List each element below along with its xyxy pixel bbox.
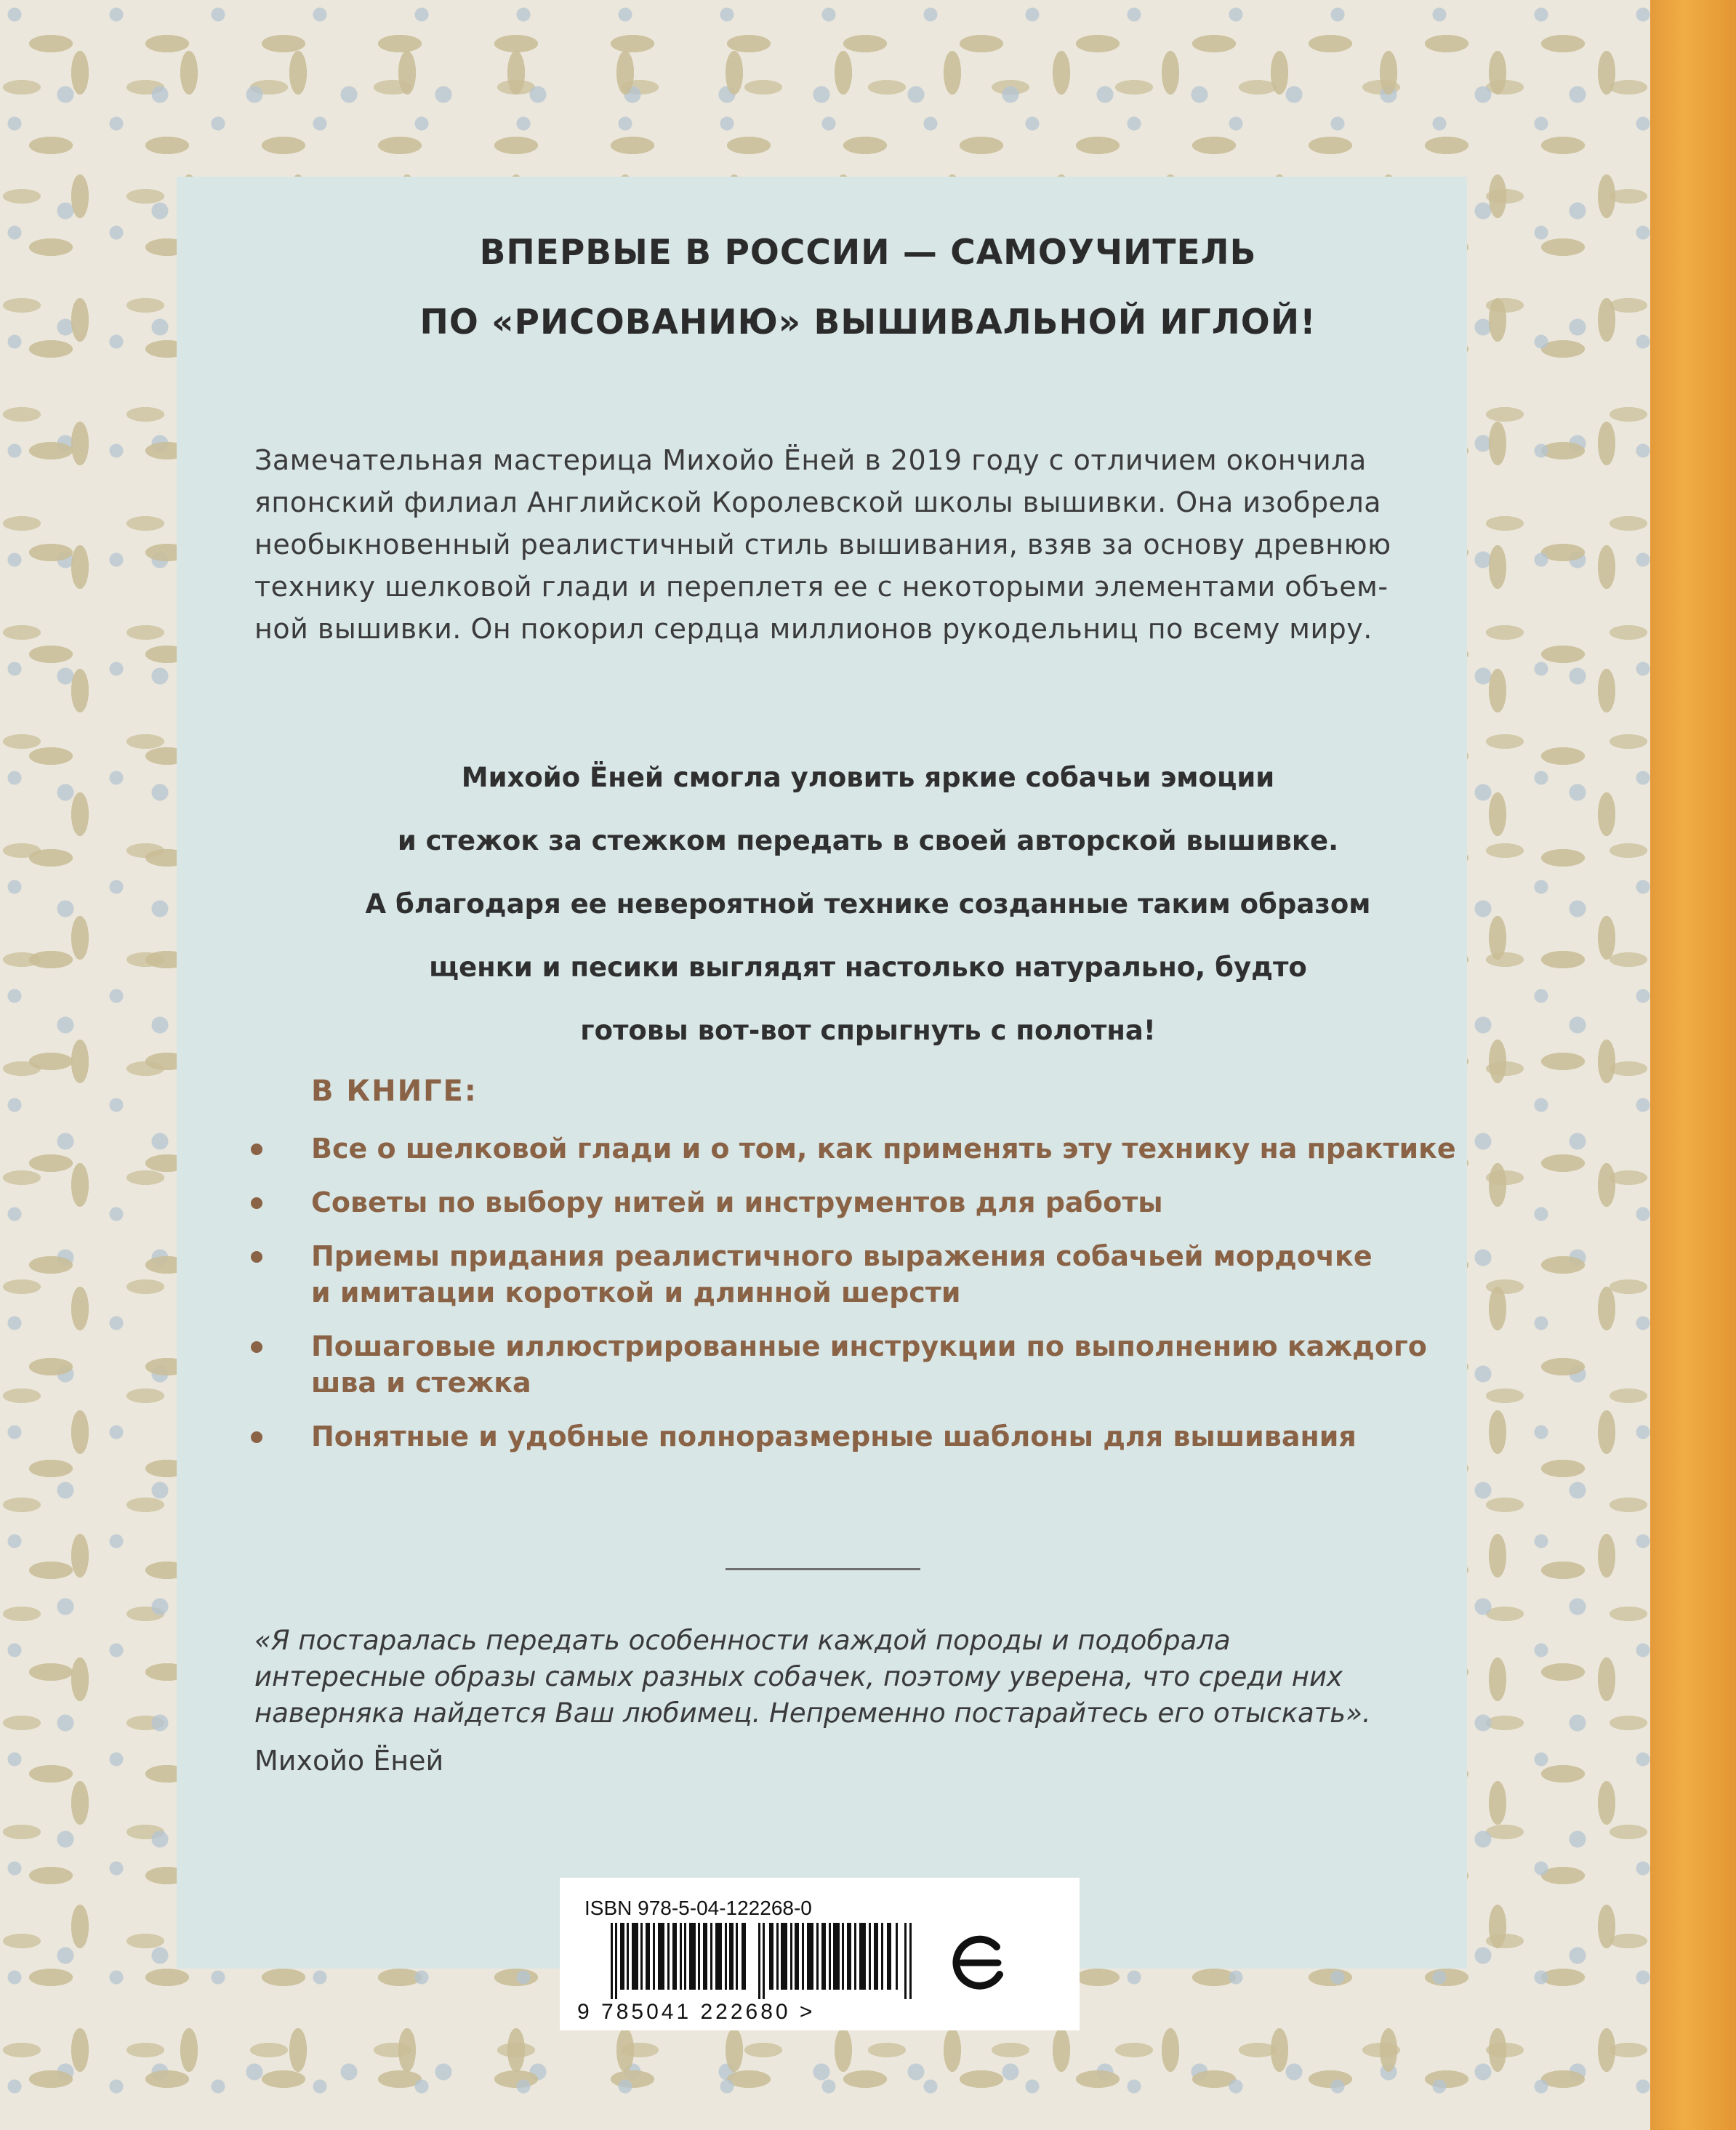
barcode-icon	[611, 1923, 916, 1999]
publisher-logo-icon	[934, 1918, 1021, 2005]
headline-line-1: ВПЕРВЫЕ В РОССИИ — САМОУЧИТЕЛЬ	[479, 233, 1257, 273]
quote-author: Михойо Ёней	[254, 1745, 444, 1777]
feature-text: Понятные и удобные полноразмерные шаблоны для вышивания	[311, 1420, 1357, 1452]
feature-item	[251, 1418, 1472, 1455]
highlight-line: Михойо Ёней смогла уловить яркие собачьи эмоции	[461, 762, 1275, 793]
bullet-dot-icon	[251, 1431, 262, 1443]
intro-line: японский филиал Английской Королевской школы вышивки. Она изобрела	[254, 486, 1382, 518]
bullet-dot-icon	[251, 1197, 262, 1209]
quote-line: наверняка найдется Ваш любимец. Непременно постарайтесь его отыскать».	[254, 1697, 1371, 1729]
feature-item	[251, 1328, 1472, 1401]
author-quote	[254, 1623, 1371, 1732]
intro-line: Замечательная мастерица Михойо Ёней в 2019 году с отличием окончила	[254, 444, 1367, 476]
feature-text: Приемы придания реалистичного выражения собачьей мордочке	[311, 1240, 1373, 1272]
highlight-paragraph	[0, 746, 1736, 1062]
feature-item	[251, 1238, 1472, 1311]
feature-text: Советы по выбору нитей и инструментов для работы	[311, 1186, 1163, 1218]
intro-paragraph	[254, 439, 1391, 650]
feature-text: Все о шелковой глади и о том, как применять эту технику на практике	[311, 1133, 1456, 1165]
quote-line: интересные образы самых разных собачек, поэтому уверена, что среди них	[254, 1661, 1343, 1692]
intro-line: технику шелковой глади и переплетя ее с некоторыми элементами объем-	[254, 571, 1389, 603]
isbn-text: ISBN 978-5-04-122268-0	[584, 1897, 812, 1919]
highlight-line: А благодаря ее невероятной технике созданные таким образом	[365, 888, 1371, 920]
divider	[726, 1568, 920, 1570]
feature-text: Пошаговые иллюстрированные инструкции по выполнению каждого	[311, 1330, 1427, 1362]
barcode-number: 9 785041 222680 >	[577, 2000, 816, 2024]
feature-item	[251, 1184, 1472, 1221]
intro-line: необыкновенный реалистичный стиль вышивания, взяв за основу древнюю	[254, 529, 1391, 560]
highlight-line: готовы вот-вот спрыгнуть с полотна!	[580, 1015, 1156, 1046]
bullet-dot-icon	[251, 1251, 262, 1263]
bullet-dot-icon	[251, 1341, 262, 1353]
bullet-dot-icon	[251, 1144, 262, 1155]
feature-text: шва и стежка	[311, 1367, 531, 1399]
headline	[0, 218, 1736, 358]
highlight-line: щенки и песики выглядят настолько натурально, будто	[429, 952, 1307, 983]
feature-item	[251, 1130, 1472, 1167]
highlight-line: и стежок за стежком передать в своей авторской вышивке.	[397, 825, 1339, 856]
in-book-heading: В КНИГЕ:	[311, 1074, 478, 1108]
isbn-block	[560, 1878, 1080, 2030]
feature-list	[251, 1130, 1472, 1472]
intro-line: ной вышивки. Он покорил сердца миллионов рукодельниц по всему миру.	[254, 613, 1373, 645]
feature-text: и имитации короткой и длинной шерсти	[311, 1277, 961, 1309]
quote-line: «Я постаралась передать особенности каждой породы и подобрала	[254, 1625, 1231, 1656]
headline-line-2: ПО «РИСОВАНИЮ» ВЫШИВАЛЬНОЙ ИГЛОЙ!	[419, 302, 1317, 342]
